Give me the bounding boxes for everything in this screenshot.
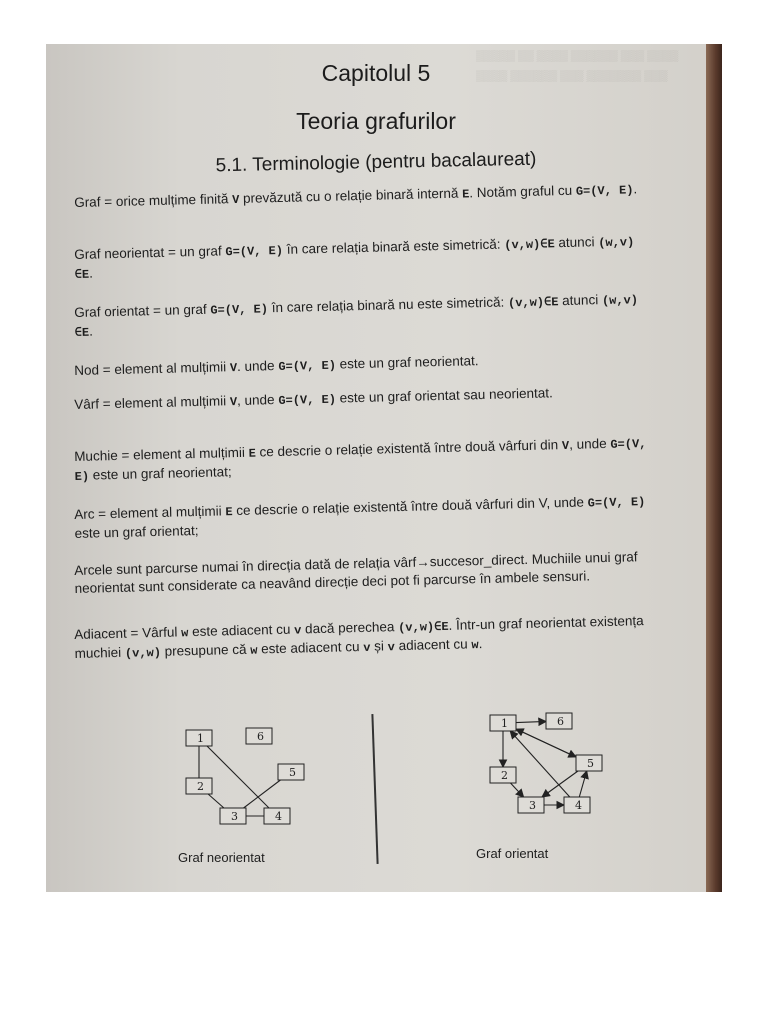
graph-arc (510, 783, 523, 797)
graph-node-label: 2 (197, 780, 204, 793)
paragraph-fragment: Graf = orice mulțime finită (74, 191, 233, 210)
paragraph-fragment: este adiacent cu (257, 638, 364, 657)
paragraph-fragment: V (229, 395, 238, 410)
paragraph-fragment: Nod = element al mulțimii (74, 359, 231, 378)
figure-divider (371, 714, 378, 864)
definition-paragraph (74, 492, 655, 543)
paragraph-fragment: E (248, 446, 257, 461)
paragraph-fragment: v (363, 640, 371, 655)
paragraph-fragment: v (387, 640, 396, 655)
chapter-label: Capitolul 5 (321, 60, 431, 86)
graph-arc (542, 771, 578, 797)
paragraph-fragment: G=(V, E) (587, 495, 646, 511)
definition-paragraph (74, 612, 655, 664)
paragraph-fragment: w (471, 638, 479, 653)
paragraph-fragment: dacă perechea (301, 619, 399, 637)
paragraph-fragment: . Într-un graf neorientat existența muchiei (74, 613, 644, 661)
graph-node-label: 3 (231, 810, 238, 823)
paragraph-fragment: Arcele sunt parcurse numai în direcția dată de relația vârf→succesor_direct. Muchiile unui graf neorientat sunt considerate ca neavând direcție deci pot fi parcurse în ambele sensuri. (74, 549, 638, 596)
paragraph-fragment: G=(V, E) (278, 358, 337, 375)
graph-edge (244, 780, 281, 808)
paragraph-fragment: V (561, 438, 570, 454)
chapter-title: Teoria grafurilor (296, 108, 456, 134)
definition-paragraph (74, 382, 654, 415)
paragraph-fragment: G=(V, E) (74, 437, 647, 484)
definition-paragraph (74, 180, 654, 213)
paragraph-fragment: în care relația binară este simetrică: (282, 236, 505, 257)
paragraph-fragment: Muchie = element al mulțimii (74, 444, 249, 464)
paragraph-fragment: Vârf = element al mulțimii (74, 393, 231, 412)
graph-arc (516, 729, 576, 757)
paragraph-fragment: este un graf orientat sau neorientat. (335, 385, 553, 406)
paragraph-fragment: V (229, 361, 238, 376)
paragraph-fragment: este un graf orientat; (74, 522, 199, 541)
paragraph-fragment: G=(V, E) (210, 302, 269, 318)
paragraph-fragment: (w,v) ∈E (74, 293, 639, 340)
paragraph-fragment: presupune că (160, 641, 251, 659)
paragraph-fragment: atunci (558, 292, 603, 309)
paragraph-fragment: , unde (236, 392, 279, 409)
paragraph-fragment: V (231, 192, 240, 208)
section-heading: 5.1. Terminologie (pentru bacalaureat) (215, 148, 537, 177)
paragraph-fragment: . (88, 265, 94, 281)
paragraph-fragment: w (250, 643, 258, 658)
graph-arc (516, 721, 546, 722)
paragraph-fragment: G=(V, E) (225, 243, 284, 260)
graph-arc (510, 731, 570, 797)
graph-edge (208, 794, 224, 808)
undirected-graph-figure (166, 704, 366, 854)
paragraph-fragment: adiacent cu (394, 636, 472, 654)
paragraph-fragment: E (461, 187, 470, 202)
book-spine (706, 44, 722, 892)
paragraph-fragment: este un graf neorientat. (335, 353, 479, 372)
paragraph-fragment: . (88, 323, 94, 339)
paragraph-fragment: Arc = element al mulțimii (74, 503, 226, 522)
graph-node-label: 2 (501, 769, 508, 782)
paragraph-fragment: este un graf neorientat; (88, 464, 232, 483)
paragraph-fragment: Graf orientat = un graf (74, 301, 211, 320)
paragraph-fragment: (v,w) (124, 645, 162, 661)
graph-node-label: 6 (557, 715, 564, 728)
scanned-page (46, 44, 722, 892)
graph-node-label: 4 (275, 810, 282, 823)
bleed-through-text: ▒▒▒▒ ▒▒▒▒▒▒ ▒▒▒ ▒▒▒▒▒▒▒ ▒▒▒ (476, 70, 668, 82)
paragraph-fragment: w (180, 626, 189, 641)
graph-node-label: 5 (587, 757, 594, 770)
definition-paragraph (74, 548, 655, 598)
directed-graph-figure (466, 699, 666, 849)
definition-paragraph (74, 348, 654, 381)
paragraph-fragment: (w,v) ∈E (74, 235, 635, 282)
definition-paragraph (74, 434, 655, 486)
paragraph-fragment: v (293, 623, 302, 638)
paragraph-fragment: . (478, 636, 483, 652)
paragraph-fragment: ce descrie o relație existentă între două vârfuri din V, unde (232, 494, 588, 519)
graph-edge (207, 746, 269, 808)
definition-paragraph (74, 232, 655, 284)
graph-arc (579, 771, 586, 797)
definition-paragraph (74, 290, 655, 342)
graph-node-label: 1 (197, 732, 204, 745)
paragraph-fragment: E (225, 505, 233, 520)
paragraph-fragment: G=(V, E) (278, 392, 337, 409)
paragraph-fragment: (v,w)∈E (397, 619, 449, 636)
undirected-graph-caption: Graf neorientat (178, 850, 265, 865)
paragraph-fragment: G=(V, E) (575, 183, 634, 199)
graph-node-label: 4 (575, 799, 582, 812)
graph-node-label: 3 (529, 799, 536, 812)
paragraph-fragment: este adiacent cu (188, 621, 295, 640)
graph-node-label: 5 (289, 766, 296, 779)
graph-node-label: 1 (501, 717, 508, 730)
paragraph-fragment: prevăzută cu o relație binară internă (239, 185, 463, 206)
paragraph-fragment: (v,w)∈E (507, 295, 559, 311)
directed-graph-caption: Graf orientat (476, 846, 549, 861)
paragraph-fragment: . (633, 181, 638, 197)
paragraph-fragment: (v,w)∈E (504, 237, 555, 253)
paragraph-fragment: Adiacent = Vârful (74, 624, 182, 642)
paragraph-fragment: Graf neorientat = un graf (74, 243, 226, 262)
paragraph-fragment: în care relația binară nu este simetrică: (267, 294, 509, 316)
paragraph-fragment: , unde (568, 435, 611, 452)
paragraph-fragment: ce descrie o relație existentă între două vârfuri din (255, 437, 563, 460)
paragraph-fragment: atunci (554, 234, 599, 251)
paragraph-fragment: . unde (236, 358, 279, 375)
bleed-through-text: ▒▒▒▒▒ ▒▒ ▒▒▒▒ ▒▒▒▒▒▒ ▒▒▒ ▒▒▒▒ (476, 50, 679, 62)
graph-node-label: 6 (257, 730, 264, 743)
paragraph-fragment: și (370, 638, 388, 654)
paragraph-fragment: . Notăm graful cu (469, 182, 577, 201)
